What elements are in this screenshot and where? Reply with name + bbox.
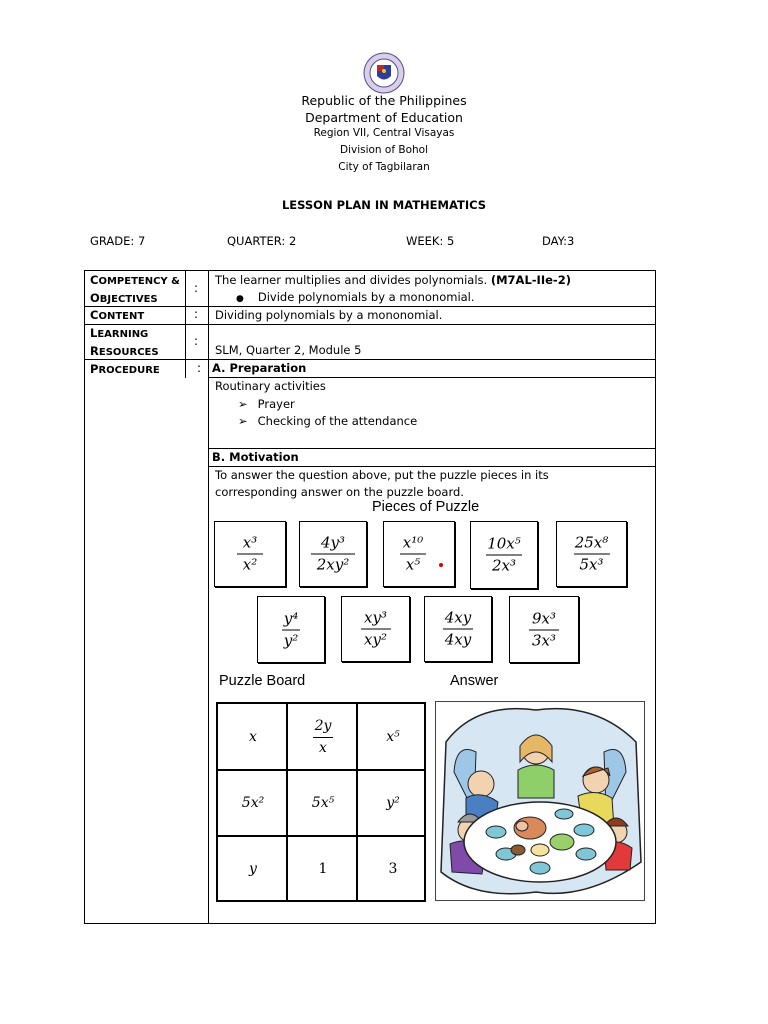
colon: :: [194, 334, 199, 348]
puzzle-piece[interactable]: 25x⁸ 5x³: [556, 521, 627, 587]
week-label: WEEK: 5: [406, 234, 455, 248]
board-cell[interactable]: x⁵: [386, 729, 400, 745]
deped-seal-logo: [363, 52, 405, 94]
routine-item-attendance: ➢ Checking of the attendance: [238, 414, 418, 428]
routine-item-prayer: ➢ Prayer: [238, 397, 295, 411]
routinary-activities: Routinary activities: [215, 379, 326, 393]
row-divider: [208, 466, 656, 467]
colon: :: [194, 281, 199, 295]
grade-label: GRADE: 7: [90, 234, 146, 248]
row-divider: [208, 377, 656, 378]
board-cell[interactable]: 5x²: [241, 795, 265, 811]
puzzle-piece[interactable]: x¹⁰ x⁵: [383, 521, 455, 587]
row-divider: [84, 324, 656, 325]
quarter-label: QUARTER: 2: [227, 234, 297, 248]
board-cell[interactable]: x: [249, 729, 257, 745]
content-label: CONTENT: [90, 308, 145, 322]
board-cell[interactable]: y: [249, 861, 257, 877]
board-cell[interactable]: 5x⁵: [311, 795, 335, 811]
puzzle-piece[interactable]: xy³ xy²: [341, 596, 410, 662]
procedure-label: PROCEDURE: [90, 362, 160, 376]
puzzle-piece[interactable]: x³ x²: [214, 521, 286, 587]
puzzle-board: [216, 702, 426, 902]
header-region: Region VII, Central Visayas: [313, 127, 455, 139]
row-divider: [208, 448, 656, 449]
answer-title: Answer: [450, 673, 499, 689]
resources-text: SLM, Quarter 2, Module 5: [215, 343, 362, 357]
header-division: Division of Bohol: [339, 144, 429, 156]
puzzle-piece[interactable]: 4y³ 2xy²: [299, 521, 367, 587]
header-republic: Republic of the Philippines: [301, 93, 467, 108]
answer-image: [435, 701, 645, 901]
puzzle-piece[interactable]: 4xy 4xy: [424, 596, 492, 662]
board-cell[interactable]: 3: [388, 861, 398, 877]
colon: :: [194, 307, 199, 321]
pieces-of-puzzle-title: Pieces of Puzzle: [372, 499, 480, 515]
header-department: Department of Education: [305, 110, 463, 125]
board-cell[interactable]: y²: [386, 795, 400, 811]
competency-text: The learner multiplies and divides polynomials. (M7AL-IIe-2): [215, 273, 571, 287]
day-label: DAY:3: [542, 234, 575, 248]
page-title: LESSON PLAN IN MATHEMATICS: [281, 198, 487, 212]
puzzle-piece[interactable]: 10x⁵ 2x³: [470, 521, 538, 589]
board-cell[interactable]: 1: [318, 861, 328, 877]
preparation-heading: A. Preparation: [212, 361, 307, 375]
board-cell[interactable]: 2y x: [314, 717, 332, 756]
content-text: Dividing polynomials by a mononomial.: [215, 308, 443, 322]
puzzle-board-title: Puzzle Board: [219, 673, 306, 689]
colon: :: [197, 361, 202, 375]
row-divider: [84, 359, 656, 360]
header-city: City of Tagbilaran: [338, 161, 430, 173]
instruction-line-2: corresponding answer on the puzzle board.: [215, 485, 464, 499]
family-dinner-illustration: [436, 702, 644, 900]
label-column-divider: [208, 270, 209, 924]
motivation-heading: B. Motivation: [212, 450, 299, 464]
puzzle-piece[interactable]: y⁴ y²: [257, 596, 325, 663]
competency-label: COMPETENCY & OBJECTIVES: [90, 273, 180, 305]
puzzle-piece[interactable]: 9x³ 3x³: [509, 596, 579, 663]
learning-resources-label: LEARNING RESOURCES: [90, 326, 159, 358]
red-dot: [439, 563, 443, 567]
objective-bullet: ● Divide polynomials by a mononomial.: [236, 290, 475, 304]
instruction-line-1: To answer the question above, put the puzzle pieces in its: [215, 468, 549, 482]
